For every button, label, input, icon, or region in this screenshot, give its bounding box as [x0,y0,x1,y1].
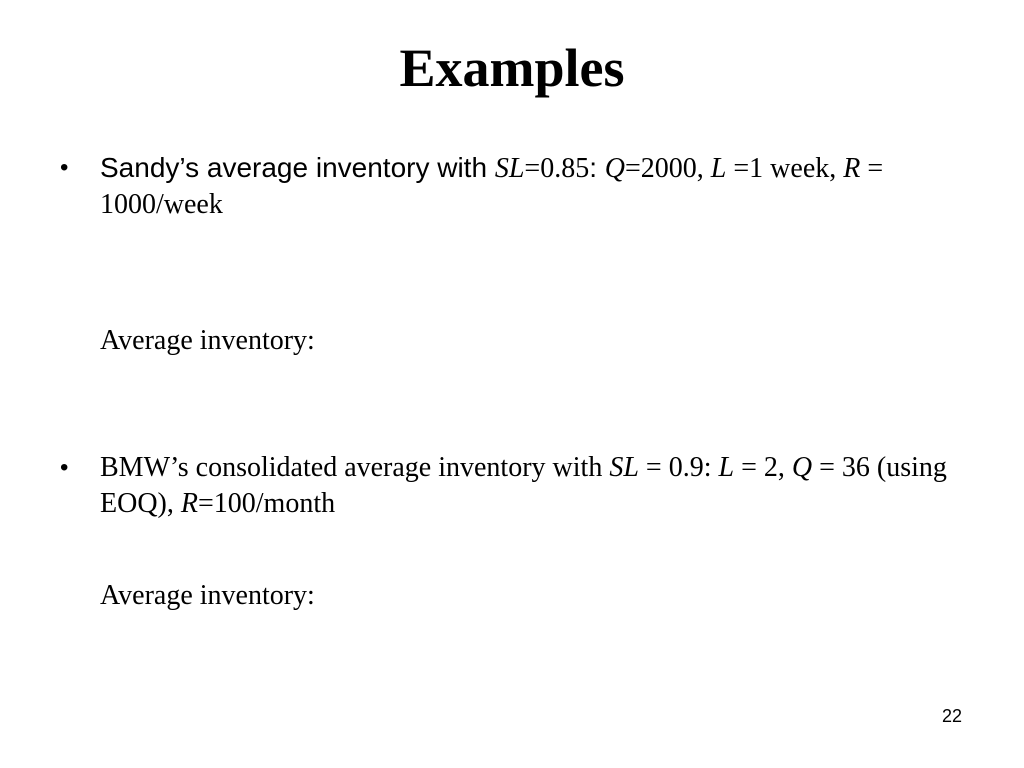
l-value: = 2, [734,452,792,483]
r-value: =100/month [197,488,336,519]
bullet-bmw-average-inventory: Average inventory: [100,580,315,611]
r-label: R [843,153,861,184]
sl-label: SL [494,153,525,184]
r-label: R [180,488,198,519]
slide-title: Examples [399,38,625,98]
bullet-sandy-text [100,150,970,223]
r-value: = 1000 [100,153,884,220]
bullet-marker: • [60,154,69,181]
q-value: =2000, [625,153,711,184]
q-label: Q [604,153,625,184]
bullet-marker: • [60,454,69,481]
sl-value: =0.85 [524,153,590,184]
page-number: 22 [941,706,962,726]
q-value: = 36 (using EOQ), [100,452,947,519]
l-label: L [718,452,735,483]
bullet-bmw-text [100,450,970,522]
sl-value: = 0.9: [638,452,719,483]
bullet-bmw-lead: BMW’s consolidated average inventory with [100,452,610,483]
sl-label: SL [609,452,639,483]
r-unit: /week [156,189,223,220]
q-label: Q [791,452,813,483]
bullet-sandy-lead: Sandy’s average inventory with [100,152,495,183]
l-label: L [710,153,727,184]
colon: : [589,152,605,183]
bullet-sandy-average-inventory: Average inventory: [100,325,315,356]
l-value: =1 week, [726,153,844,184]
